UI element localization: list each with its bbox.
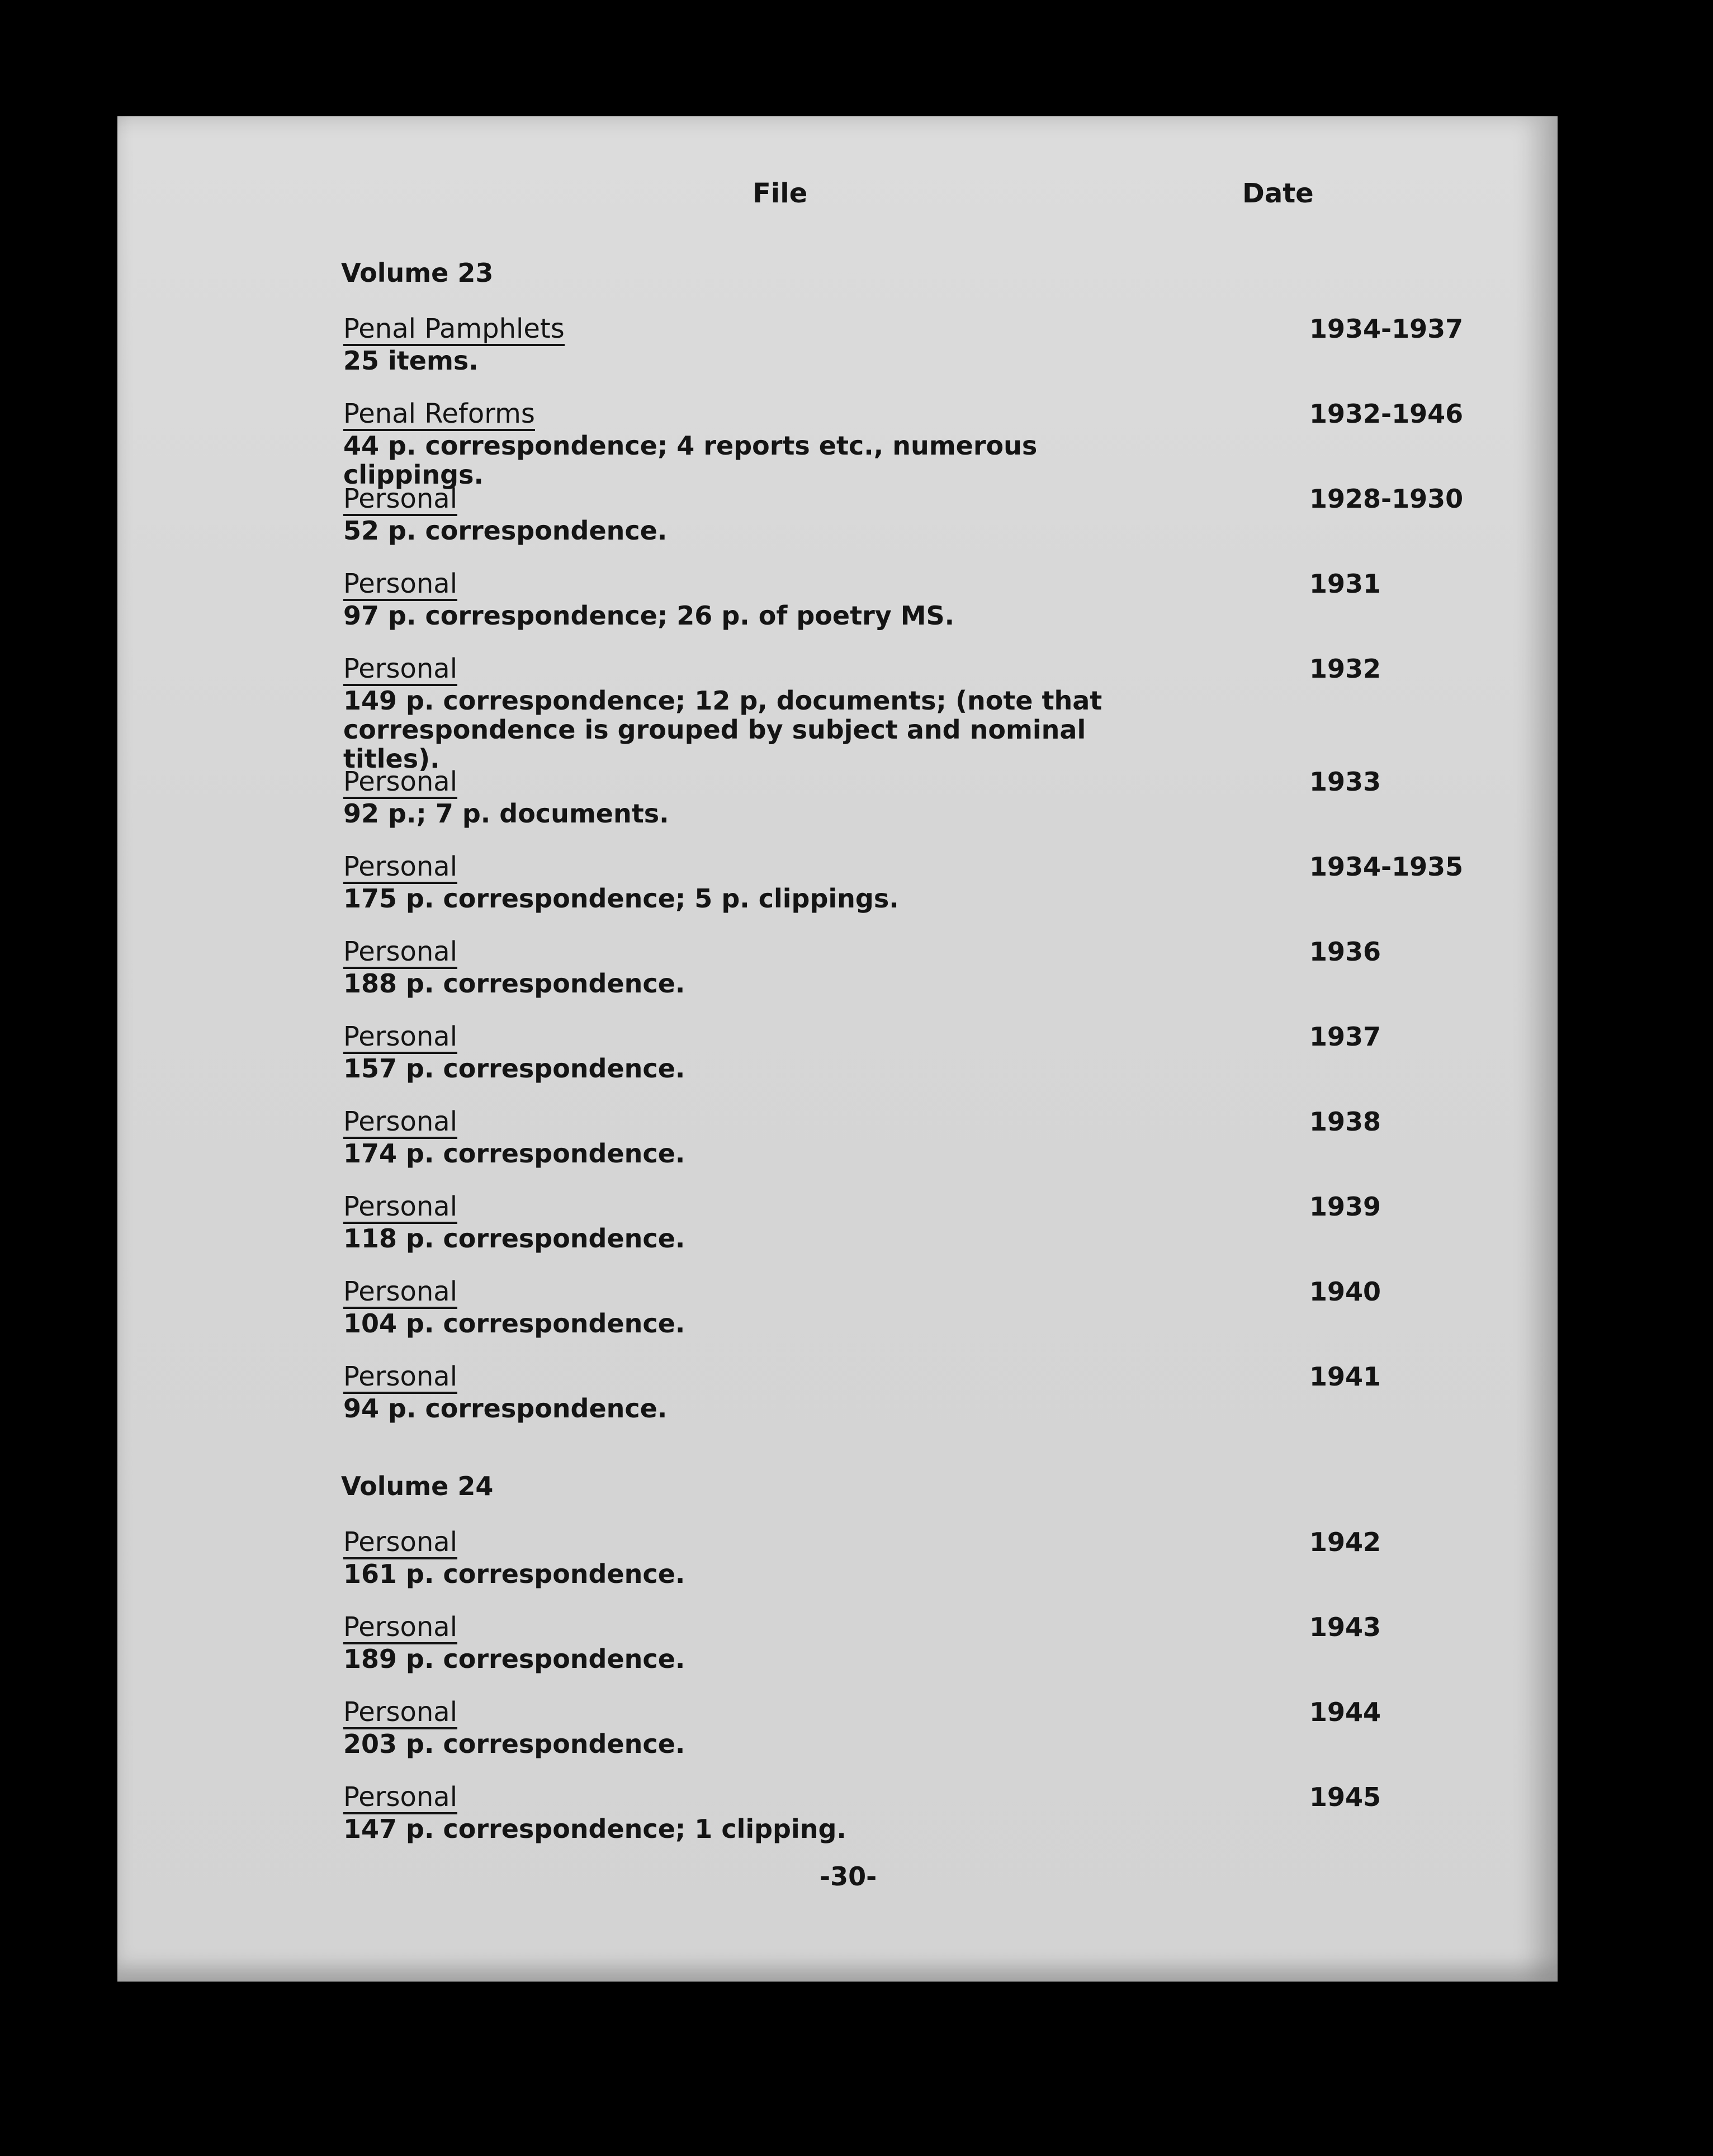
entry-title: Personal	[343, 484, 457, 516]
entry-description: 174 p. correspondence.	[343, 1138, 685, 1169]
entry-date: 1945	[1309, 1782, 1381, 1812]
file-entry	[343, 1107, 1517, 1168]
file-entry	[343, 654, 1517, 773]
entry-description: 161 p. correspondence.	[343, 1559, 685, 1589]
entry-title: Personal	[343, 1022, 457, 1054]
entry-date: 1934-1937	[1309, 314, 1464, 344]
entry-title: Penal Pamphlets	[343, 314, 565, 346]
entry-date: 1939	[1309, 1192, 1381, 1222]
entry-date: 1931	[1309, 569, 1381, 599]
entry-title: Personal	[343, 569, 457, 601]
entry-description: 52 p. correspondence.	[343, 516, 668, 546]
entry-title: Personal	[343, 1107, 457, 1139]
entry-description: 97 p. correspondence; 26 p. of poetry MS.	[343, 601, 955, 631]
entry-date: 1944	[1309, 1697, 1381, 1727]
file-entry	[343, 569, 1517, 630]
file-entry	[343, 937, 1517, 998]
volume-heading-24: Volume 24	[341, 1471, 494, 1501]
entry-title: Personal	[343, 767, 457, 799]
entry-title: Personal	[343, 1698, 457, 1729]
file-entry	[343, 1698, 1517, 1758]
column-header-date: Date	[1242, 178, 1314, 209]
entry-description: 94 p. correspondence.	[343, 1393, 668, 1424]
file-entry	[343, 314, 1517, 375]
file-entry	[343, 1613, 1517, 1673]
entry-date: 1942	[1309, 1527, 1381, 1557]
entry-description: 149 p. correspondence; 12 p, documents; (note that correspondence is grouped by subject and nominal titles).	[343, 685, 1102, 774]
entry-date: 1936	[1309, 937, 1381, 967]
entry-title: Personal	[343, 1528, 457, 1559]
entry-date: 1940	[1309, 1276, 1381, 1307]
file-entry	[343, 1192, 1517, 1253]
entry-title: Personal	[343, 1362, 457, 1394]
column-header-file: File	[753, 178, 808, 209]
entry-date: 1933	[1309, 767, 1381, 797]
entry-date: 1932-1946	[1309, 399, 1464, 429]
entry-title: Personal	[343, 1277, 457, 1309]
entry-title: Personal	[343, 1613, 457, 1644]
entry-description: 25 items.	[343, 346, 479, 376]
entry-description: 44 p. correspondence; 4 reports etc., numerous clippings.	[343, 431, 1038, 490]
entry-date: 1937	[1309, 1022, 1381, 1052]
entry-date: 1943	[1309, 1612, 1381, 1642]
entry-description: 157 p. correspondence.	[343, 1053, 685, 1084]
file-entry	[343, 1362, 1517, 1423]
entry-date: 1938	[1309, 1107, 1381, 1137]
entry-description: 189 p. correspondence.	[343, 1644, 685, 1674]
entry-title: Personal	[343, 1192, 457, 1224]
entry-description: 203 p. correspondence.	[343, 1729, 685, 1759]
entry-date: 1934-1935	[1309, 852, 1464, 882]
file-entry	[343, 1277, 1517, 1338]
file-entry	[343, 1528, 1517, 1588]
entry-title: Personal	[343, 654, 457, 686]
file-entry	[343, 852, 1517, 913]
file-entry	[343, 1783, 1517, 1843]
file-entry	[343, 767, 1517, 828]
entry-date: 1928-1930	[1309, 484, 1464, 514]
entry-title: Penal Reforms	[343, 399, 535, 431]
volume-heading-23: Volume 23	[341, 258, 494, 288]
entry-title: Personal	[343, 937, 457, 969]
page-number: -30-	[820, 1861, 877, 1892]
entry-description: 104 p. correspondence.	[343, 1308, 685, 1339]
entry-date: 1941	[1309, 1361, 1381, 1392]
file-entry	[343, 399, 1517, 489]
document-page	[117, 116, 1558, 1982]
entry-description: 175 p. correspondence; 5 p. clippings.	[343, 883, 899, 914]
entry-description: 92 p.; 7 p. documents.	[343, 798, 669, 829]
entry-description: 118 p. correspondence.	[343, 1223, 685, 1254]
entry-title: Personal	[343, 852, 457, 884]
file-entry	[343, 1022, 1517, 1083]
entry-title: Personal	[343, 1783, 457, 1814]
entry-date: 1932	[1309, 654, 1381, 684]
entry-description: 147 p. correspondence; 1 clipping.	[343, 1814, 846, 1844]
entry-description: 188 p. correspondence.	[343, 968, 685, 999]
file-entry	[343, 484, 1517, 545]
